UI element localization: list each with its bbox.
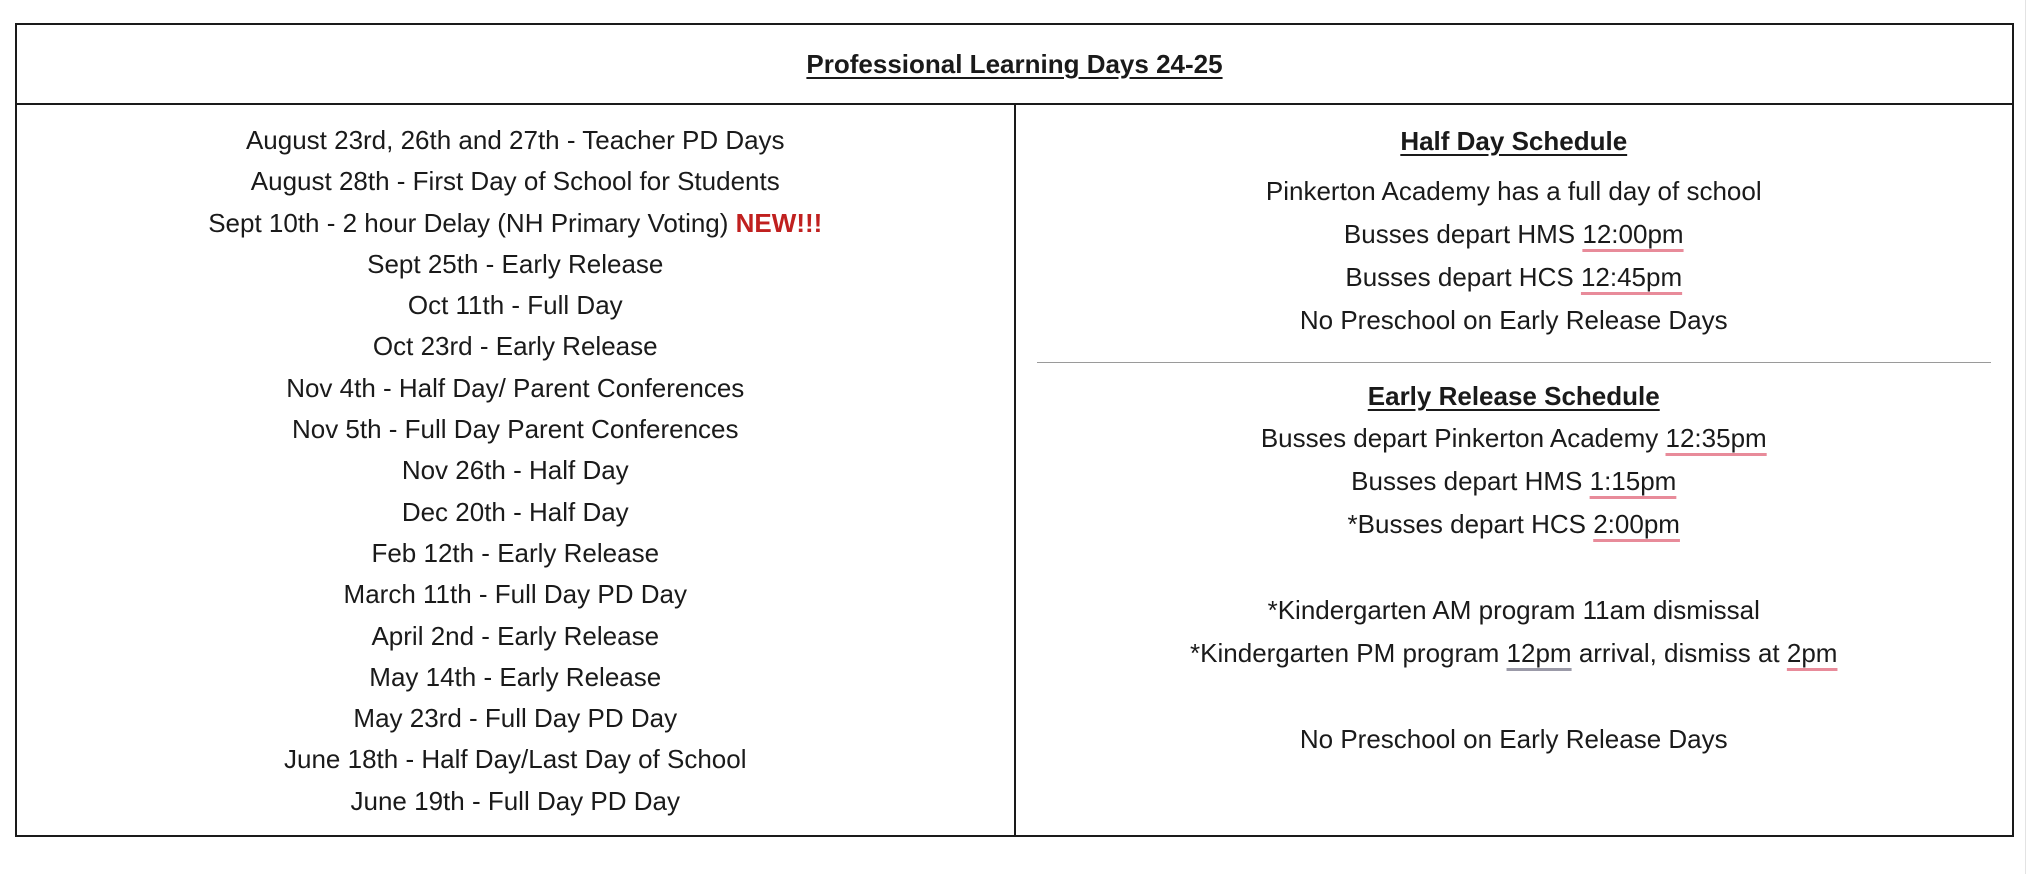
early-release-line: Busses depart Pinkerton Academy 12:35pm xyxy=(1260,423,1767,453)
half-day-heading: Half Day Schedule xyxy=(1400,126,1628,156)
kindergarten-pm-line: *Kindergarten PM program 12pm arrival, dismiss at 2pm xyxy=(1190,638,1838,668)
date-item: Sept 10th - 2 hour Delay (NH Primary Voting) NEW!!! xyxy=(208,207,823,238)
preschool-line: No Preschool on Early Release Days xyxy=(1299,724,1728,754)
dates-cell xyxy=(16,104,1015,836)
time-value: 2pm xyxy=(1786,638,1838,668)
date-item: June 19th - Full Day PD Day xyxy=(350,785,680,816)
new-badge: NEW!!! xyxy=(735,207,823,238)
time-value: 12pm xyxy=(1506,638,1572,668)
date-item: May 14th - Early Release xyxy=(369,661,662,692)
date-item: June 18th - Half Day/Last Day of School xyxy=(284,744,747,775)
early-release-line: Busses depart HMS 1:15pm xyxy=(1351,466,1677,496)
page-edge xyxy=(2025,0,2026,874)
pd-days-table xyxy=(15,23,2014,837)
date-item: April 2nd - Early Release xyxy=(371,620,660,651)
time-value: 12:00pm xyxy=(1582,219,1684,249)
date-item: Nov 26th - Half Day xyxy=(401,455,629,486)
kindergarten-am-line: *Kindergarten AM program 11am dismissal xyxy=(1267,595,1760,625)
time-value: 1:15pm xyxy=(1589,466,1677,496)
content-row xyxy=(16,104,2013,836)
date-item: Sept 25th - Early Release xyxy=(367,248,664,279)
time-value: 2:00pm xyxy=(1593,509,1680,539)
half-day-line: Busses depart HMS 12:00pm xyxy=(1343,219,1684,249)
title-cell xyxy=(16,24,2013,104)
date-item: Feb 12th - Early Release xyxy=(371,537,660,568)
half-day-section xyxy=(1016,105,2013,342)
schedules-cell xyxy=(1015,104,2014,836)
early-release-section xyxy=(1016,363,2013,761)
date-item: Oct 11th - Full Day xyxy=(407,290,623,321)
date-item: August 23rd, 26th and 27th - Teacher PD Days xyxy=(245,125,785,155)
blank-line xyxy=(1016,546,2013,589)
time-value: 12:35pm xyxy=(1665,423,1767,453)
date-list xyxy=(17,105,1014,822)
title-row xyxy=(16,24,2013,104)
half-day-line: Pinkerton Academy has a full day of school xyxy=(1265,176,1762,206)
early-release-line: *Busses depart HCS 2:00pm xyxy=(1347,509,1680,539)
date-item: Nov 5th - Full Day Parent Conferences xyxy=(291,414,739,445)
date-item: May 23rd - Full Day PD Day xyxy=(353,703,678,734)
time-value: 12:45pm xyxy=(1580,262,1683,292)
early-release-heading: Early Release Schedule xyxy=(1367,381,1660,411)
blank-line xyxy=(1016,675,2013,718)
page-title: Professional Learning Days 24-25 xyxy=(806,48,1223,79)
half-day-line: No Preschool on Early Release Days xyxy=(1299,305,1728,335)
date-item: Dec 20th - Half Day xyxy=(401,496,629,527)
half-day-line: Busses depart HCS 12:45pm xyxy=(1345,262,1683,292)
date-item: August 28th - First Day of School for Students xyxy=(250,166,780,197)
date-item: March 11th - Full Day PD Day xyxy=(343,579,687,610)
date-item: Oct 23rd - Early Release xyxy=(372,331,658,362)
date-item: Nov 4th - Half Day/ Parent Conferences xyxy=(286,372,745,403)
